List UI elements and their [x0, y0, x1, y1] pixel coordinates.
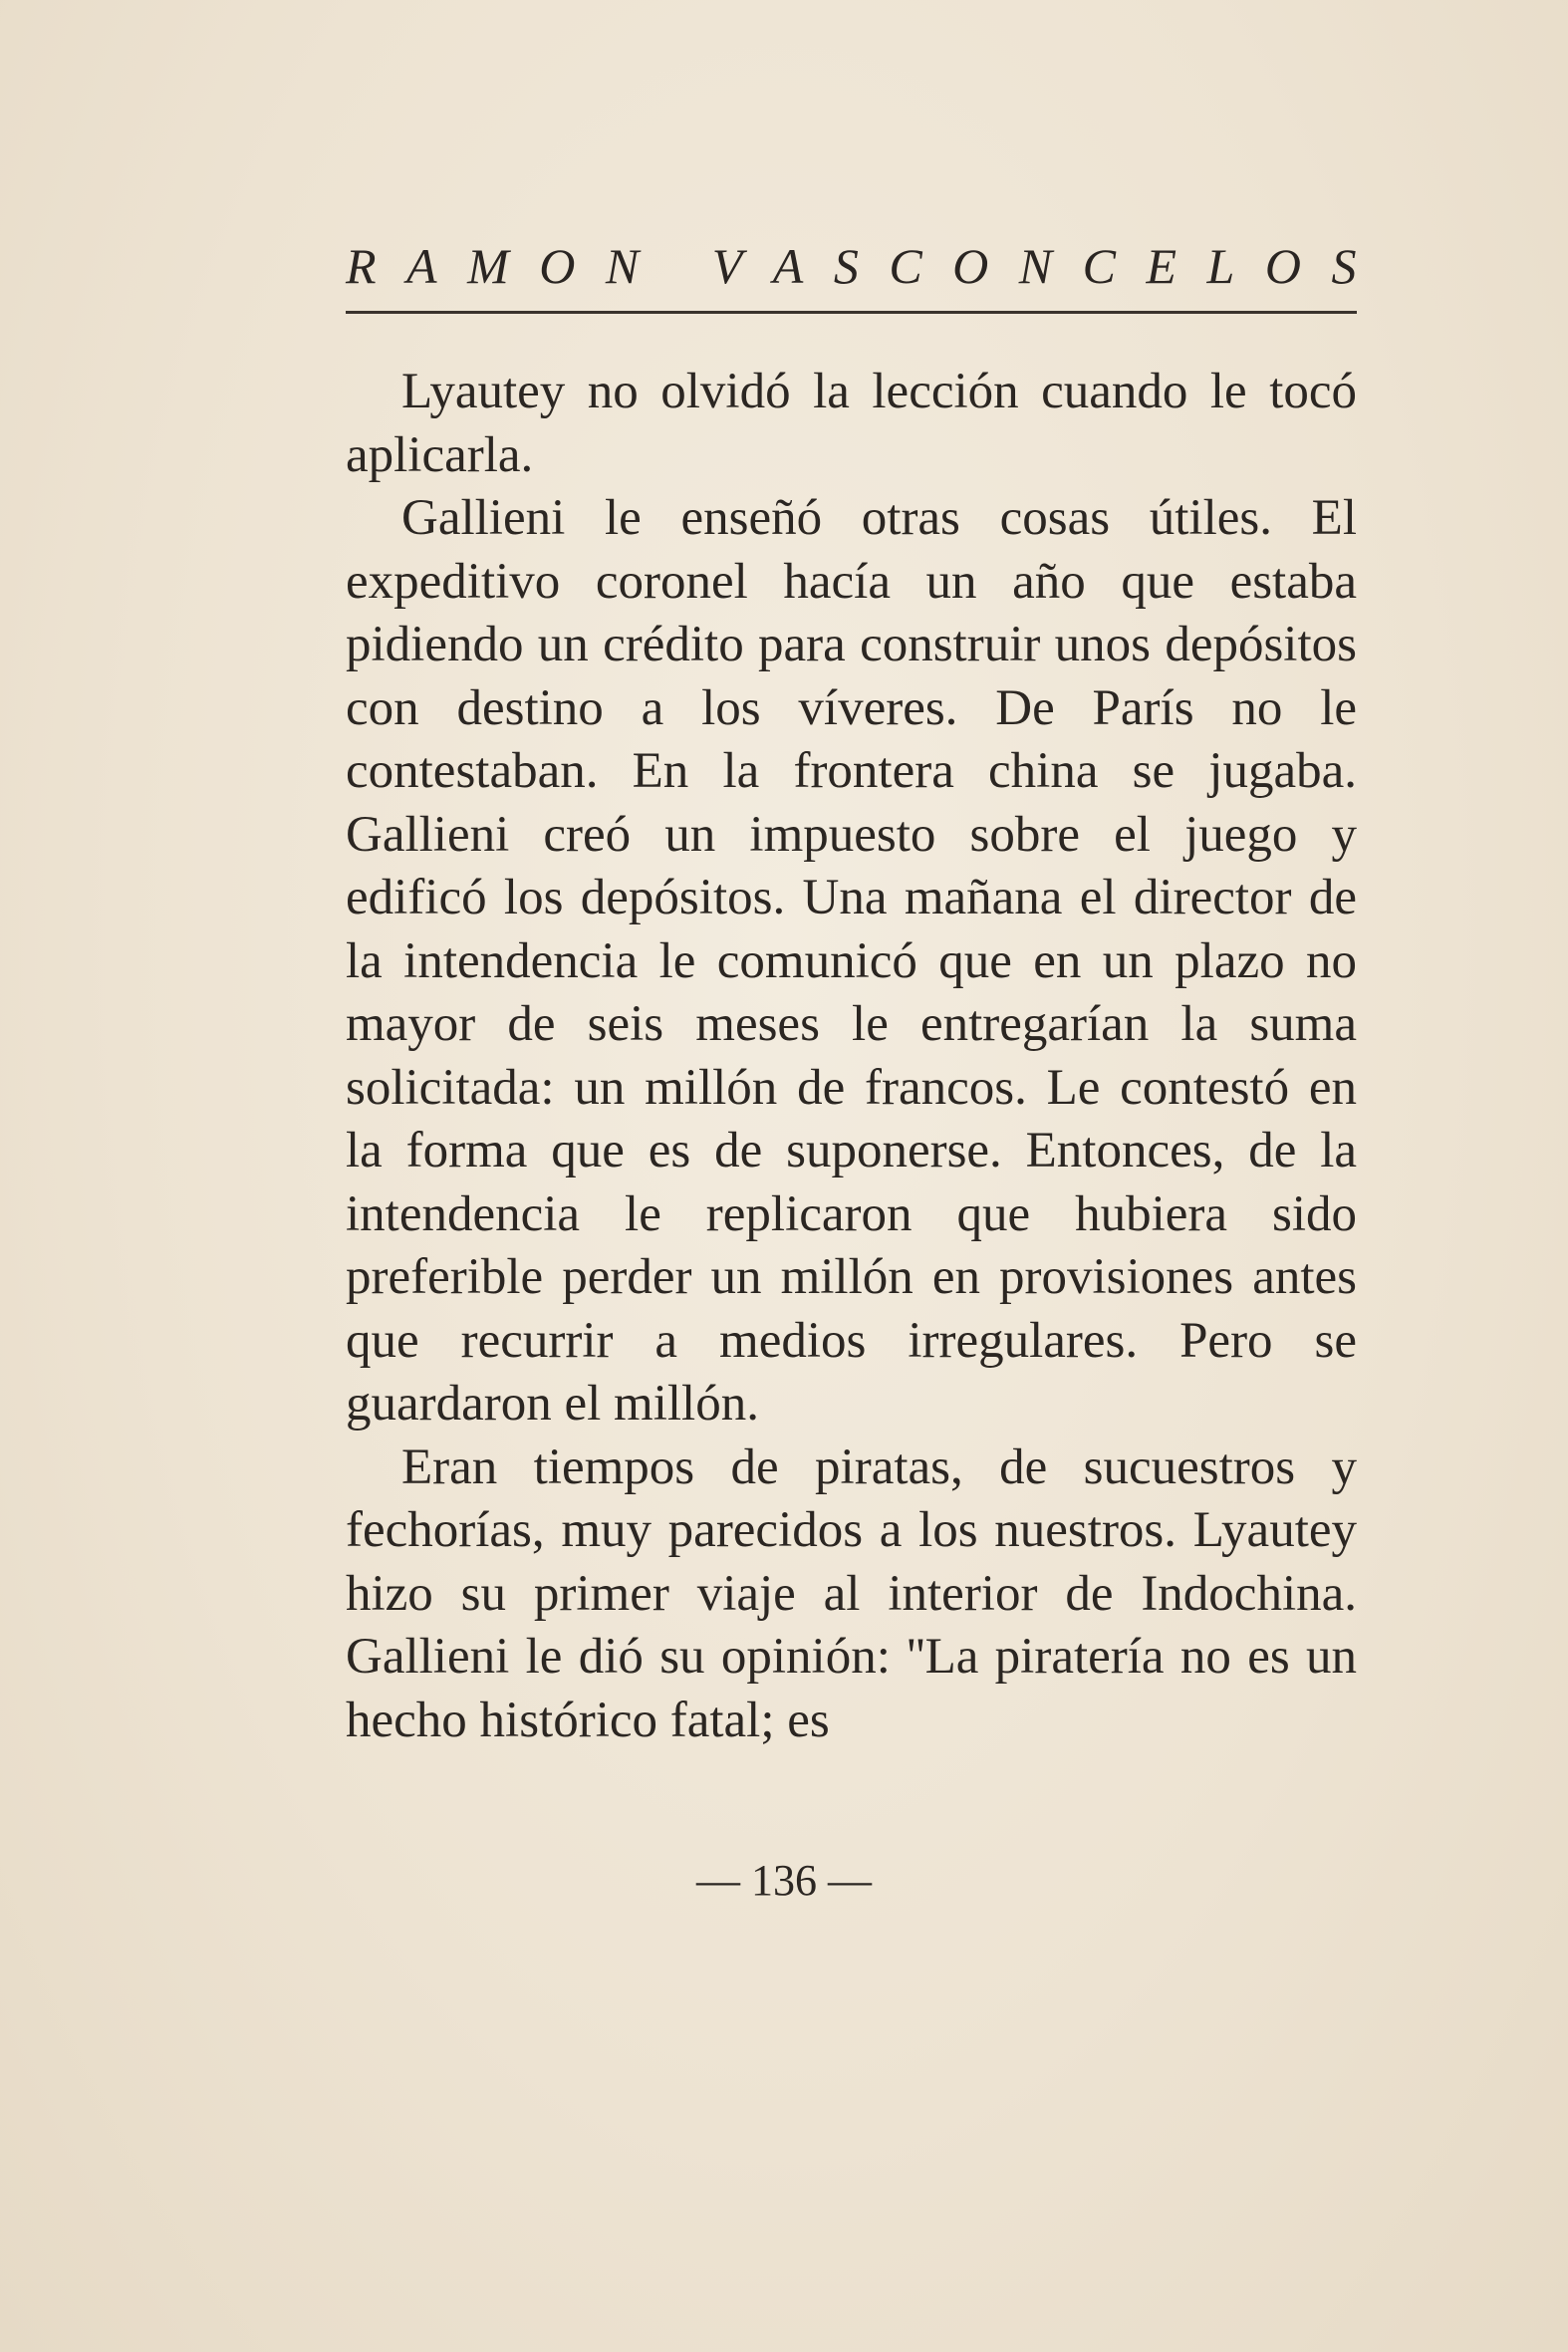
body-text — [346, 361, 1357, 1752]
running-head-letter: L — [1206, 238, 1235, 294]
running-head-space — [669, 237, 682, 295]
running-head-letter: S — [1331, 238, 1357, 294]
running-head-letter: A — [772, 238, 804, 294]
running-head-letter: E — [1146, 238, 1177, 294]
running-head-letter: C — [889, 238, 923, 294]
running-head-letter: N — [1018, 238, 1053, 294]
running-head-letter: O — [1264, 238, 1302, 294]
header-rule — [346, 311, 1357, 314]
page-number: — 136 — — [696, 1856, 872, 1905]
running-head-letter: O — [539, 238, 576, 294]
running-head-letter: N — [605, 238, 640, 294]
running-head-letter: R — [346, 238, 378, 294]
paragraph: Lyautey no olvidó la lección cuando le tocó aplicarla. — [346, 364, 1357, 483]
running-head-letter: V — [711, 238, 743, 294]
running-head-letter: M — [467, 238, 510, 294]
running-head-letter: C — [1082, 238, 1117, 294]
running-head-letter: S — [833, 238, 860, 294]
running-head-letter: O — [952, 238, 989, 294]
paragraph: Gallieni le enseñó otras cosas útiles. El expeditivo coronel hacía un año que estaba pidiendo un crédito para construir unos depósitos con destino a los víveres. De París no le contestaban. En la frontera china se jugaba. Gallieni creó un impuesto sobre el juego y edificó los depósitos. Una mañana el director de la intendencia le comunicó que en un plazo no mayor de seis meses le entregarían la suma solicitada: un millón de francos. Le contestó en la forma que es de suponerse. Entonces, de la intendencia le replicaron que hubiera sido preferible perder un millón en provisiones antes que recurrir a medios irregulares. Pero se guardaron el millón. — [346, 490, 1357, 1432]
paragraph: Eran tiempos de piratas, de sucuestros y fechorías, muy parecidos a los nuestros. Lyautey hizo su primer viaje al interior de Indochina. Gallieni le dió su opinión: ''La piratería no es un hecho histórico fatal; es — [346, 1438, 1357, 1748]
running-head — [346, 237, 1357, 295]
running-head-letter: A — [406, 238, 438, 294]
